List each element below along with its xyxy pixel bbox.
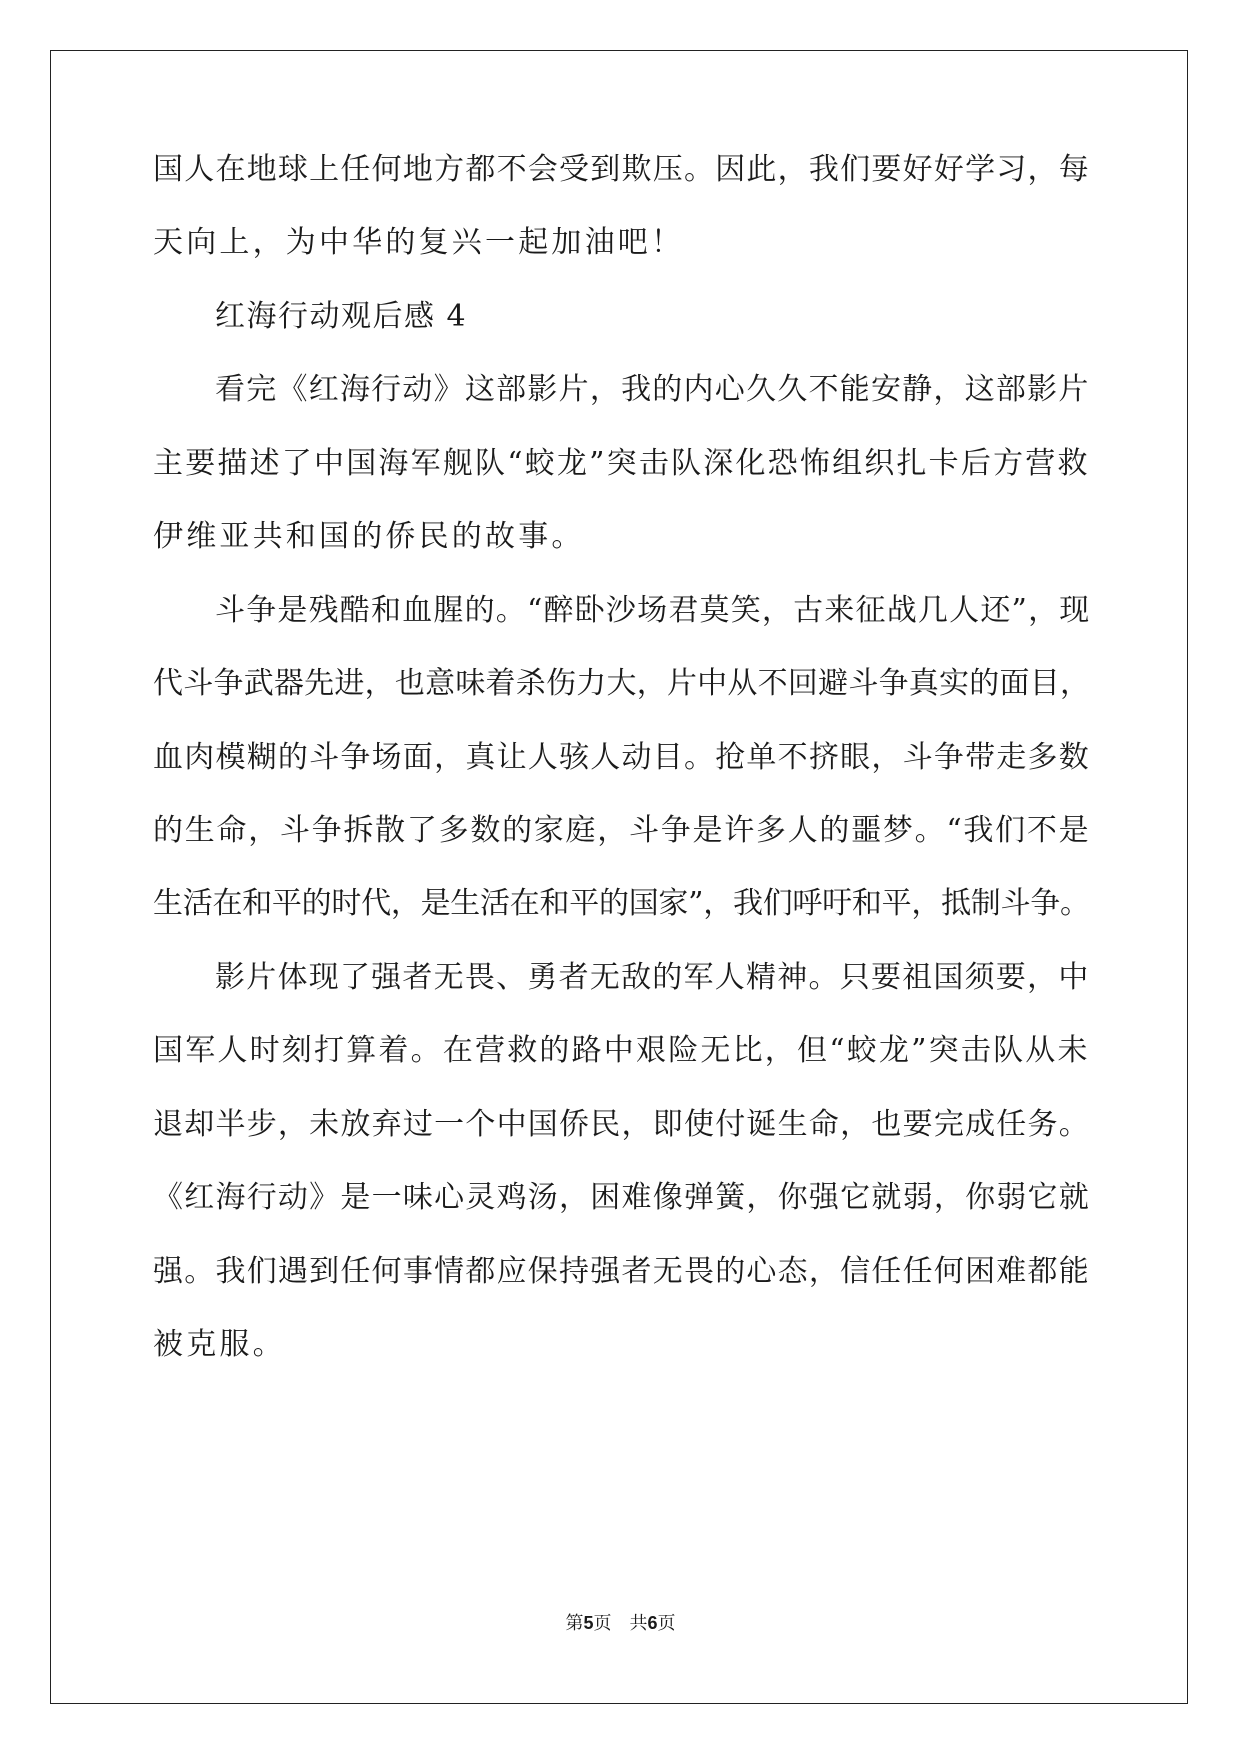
- body-line-1: 国人在地球上任何地方都不会受到欺压。因此，我们要好好学习，每: [153, 152, 1090, 187]
- body-line-6: 伊维亚共和国的侨民的故事。: [153, 519, 585, 554]
- body-line-7: 斗争是残酷和血腥的。“醉卧沙场君莫笑，古来征战几人还”，现: [215, 593, 1091, 628]
- body-line-16: 强。我们遇到任何事情都应保持强者无畏的心态，信任任何困难都能: [153, 1254, 1090, 1289]
- body-line-11: 生活在和平的时代，是生活在和平的国家”，我们呼吁和平，抵制斗争。: [153, 886, 1090, 921]
- total-suffix: 页: [657, 1613, 676, 1634]
- body-line-14: 退却半步，未放弃过一个中国侨民，即使付诞生命，也要完成任务。: [153, 1107, 1090, 1142]
- body-line-8: 代斗争武器先进，也意味着杀伤力大，片中从不回避斗争真实的面目，: [153, 666, 1091, 701]
- page-current: 5: [583, 1613, 594, 1633]
- body-line-4: 看完《红海行动》这部影片，我的内心久久不能安静，这部影片: [215, 372, 1090, 407]
- body-line-2: 天向上，为中华的复兴一起加油吧！: [153, 225, 685, 260]
- page-suffix: 页: [593, 1613, 612, 1634]
- body-line-10: 的生命，斗争拆散了多数的家庭，斗争是许多人的噩梦。“我们不是: [153, 813, 1091, 848]
- page-total: 6: [647, 1613, 658, 1633]
- section-heading: 红海行动观后感 4: [215, 299, 468, 334]
- page-footer: [0, 1612, 1241, 1635]
- body-line-12: 影片体现了强者无畏、勇者无敌的军人精神。只要祖国须要，中: [215, 960, 1090, 995]
- body-line-13: 国军人时刻打算着。在营救的路中艰险无比，但“蛟龙”突击队从未: [153, 1033, 1090, 1068]
- body-line-15: 《红海行动》是一味心灵鸡汤，困难像弹簧，你强它就弱，你弱它就: [153, 1180, 1090, 1215]
- body-line-5: 主要描述了中国海军舰队“蛟龙”突击队深化恐怖组织扎卡后方营救: [153, 446, 1090, 481]
- total-prefix: 共: [629, 1613, 648, 1634]
- body-line-17: 被克服。: [153, 1327, 286, 1362]
- body-line-9: 血肉模糊的斗争场面，真让人骇人动目。抢单不挤眼，斗争带走多数: [153, 740, 1090, 775]
- page-prefix: 第: [565, 1613, 584, 1634]
